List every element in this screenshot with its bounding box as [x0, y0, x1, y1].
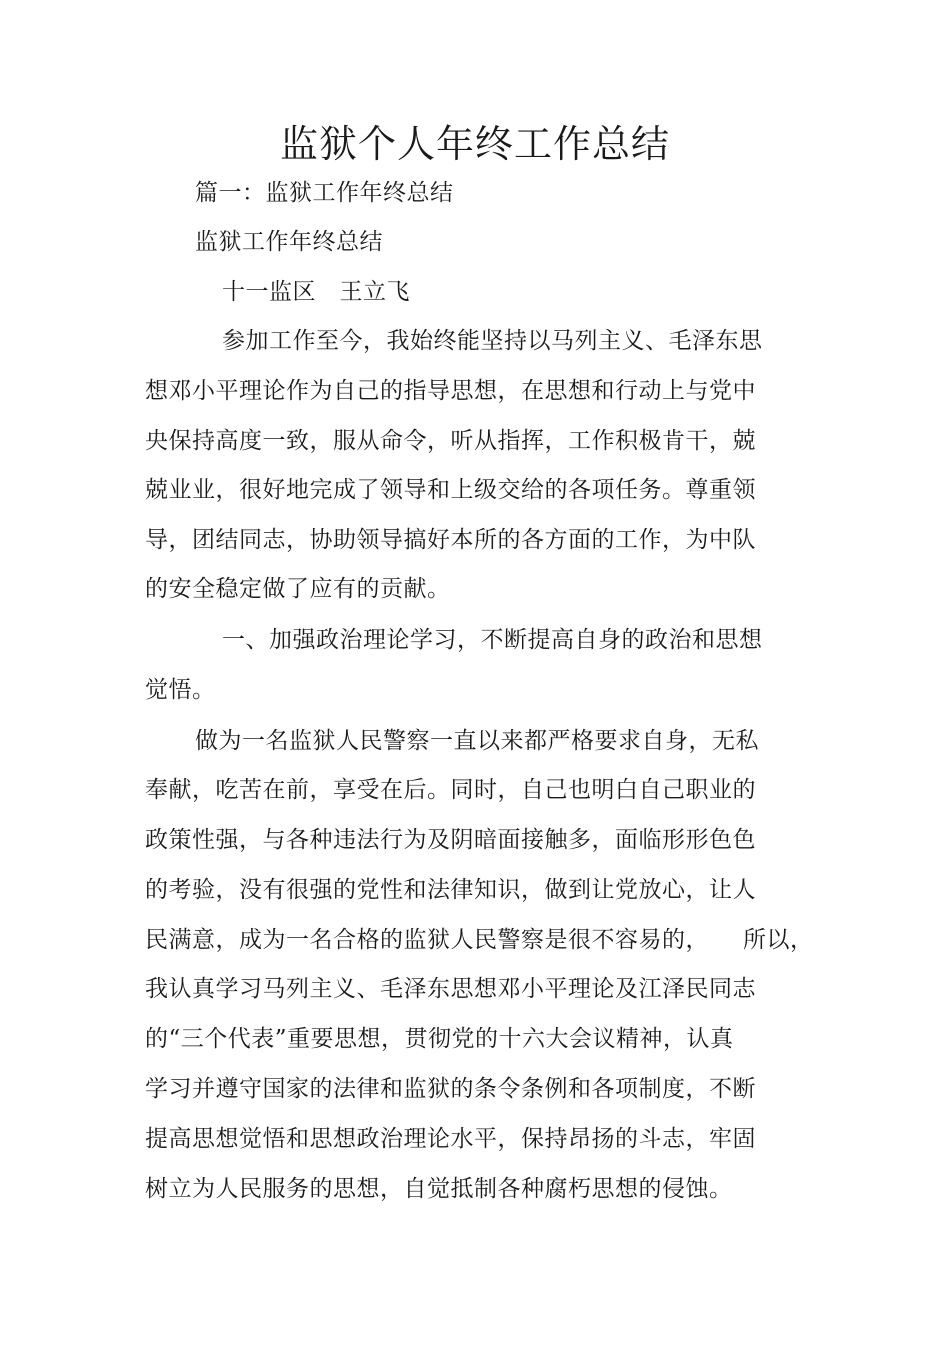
paragraph-line: 做为一名监狱人民警察一直以来都严格要求自身，无私: [195, 728, 759, 754]
paragraph-line: 我认真学习马列主义、毛泽东思想邓小平理论及江泽民同志: [145, 976, 756, 1002]
paragraph-line: 央保持高度一致，服从命令，听从指挥，工作积极肯干，兢: [145, 428, 756, 454]
paragraph-line: 的安全稳定做了应有的贡献。: [145, 576, 451, 602]
paragraph-line: 奉献，吃苦在前，享受在后。同时，自己也明白自己职业的: [145, 777, 756, 803]
paragraph-line: 政策性强，与各种违法行为及阴暗面接触多，面临形形色色: [145, 827, 756, 853]
paragraph-line: 学习并遵守国家的法律和监狱的条令条例和各项制度，不断: [145, 1076, 756, 1102]
paragraph-line: 参加工作至今，我始终能坚持以马列主义、毛泽东思: [222, 328, 763, 354]
paragraph-line: 提高思想觉悟和思想政治理论水平，保持昂扬的斗志，牢固: [145, 1126, 756, 1152]
section-heading: 篇一：监狱工作年终总结: [195, 180, 454, 206]
paragraph-line: 的考验，没有很强的党性和法律知识，做到让党放心，让人: [145, 877, 756, 903]
paragraph-line-tail: 所以，: [743, 927, 814, 953]
paragraph-line: 想邓小平理论作为自己的指导思想，在思想和行动上与党中: [145, 378, 756, 404]
paragraph-line: 民满意，成为一名合格的监狱人民警察是很不容易的，: [145, 927, 709, 953]
paragraph-line: 树立为人民服务的思想，自觉抵制各种腐朽思想的侵蚀。: [145, 1176, 733, 1202]
document-title: 监狱个人年终工作总结: [279, 122, 670, 166]
author-line: 十一监区 王立飞: [222, 279, 410, 305]
subtitle: 监狱工作年终总结: [195, 229, 383, 255]
paragraph-line: 的“三个代表”重要思想，贯彻党的十六大会议精神，认真: [145, 1026, 734, 1052]
paragraph-line: 导，团结同志，协助领导搞好本所的各方面的工作，为中队: [145, 527, 756, 553]
section-heading-1: 一、加强政治理论学习，不断提高自身的政治和思想: [222, 627, 763, 653]
paragraph-line: 兢业业，很好地完成了领导和上级交给的各项任务。尊重领: [145, 477, 756, 503]
section-heading-1-cont: 觉悟。: [145, 677, 216, 703]
